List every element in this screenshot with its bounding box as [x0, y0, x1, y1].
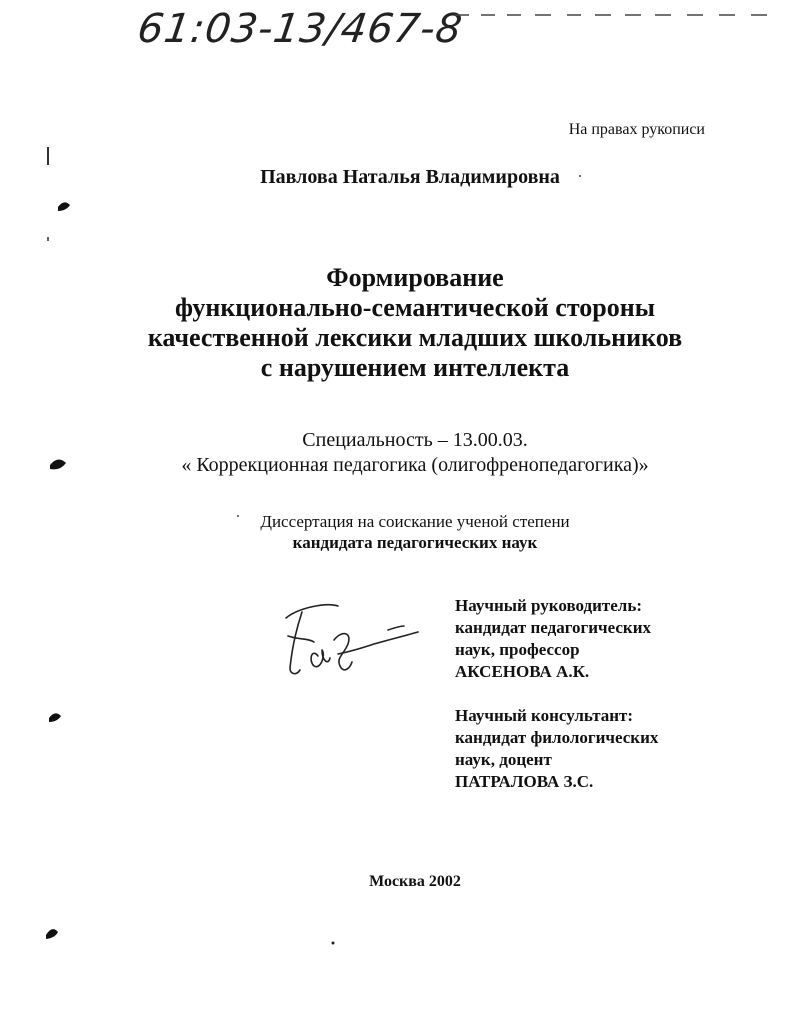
author-name: Павлова Наталья Владимировна	[260, 166, 560, 188]
supervisor-title: наук, профессор	[455, 640, 580, 659]
specialty-code: Специальность – 13.00.03.	[302, 429, 528, 451]
title-line: с нарушением интеллекта	[260, 353, 570, 382]
supervisor-degree: кандидат педагогических	[455, 618, 651, 637]
city-year: Москва 2002	[369, 873, 461, 890]
consultant-role: Научный консультант:	[455, 706, 634, 725]
consultant-name: ПАТРАЛОВА З.С.	[455, 772, 594, 791]
consultant-title: наук, доцент	[455, 750, 552, 769]
scientific-consultant	[455, 705, 755, 793]
supervisor-name: АКСЕНОВА А.К.	[455, 662, 590, 681]
author-signature	[278, 596, 428, 684]
specialty-block	[100, 428, 730, 478]
title-line: Формирование	[326, 263, 504, 292]
scan-dash-line	[455, 12, 775, 18]
manuscript-rights-note: На правах рукописи	[568, 121, 705, 138]
degree-name: кандидата педагогических наук	[292, 533, 538, 552]
archive-call-number: 61:03-13/467-8	[134, 6, 466, 52]
title-line: качественной лексики младших школьников	[147, 323, 683, 352]
dissertation-title	[100, 263, 730, 383]
degree-block	[160, 511, 670, 553]
supervisor-role: Научный руководитель:	[455, 596, 642, 615]
title-line: функционально-семантической стороны	[175, 293, 655, 322]
scientific-supervisor	[455, 595, 755, 683]
degree-statement: Диссертация на соискание ученой степени	[260, 512, 570, 531]
consultant-degree: кандидат филологических	[455, 728, 659, 747]
specialty-name: « Коррекционная педагогика (олигофренопедагогика)»	[181, 454, 649, 476]
